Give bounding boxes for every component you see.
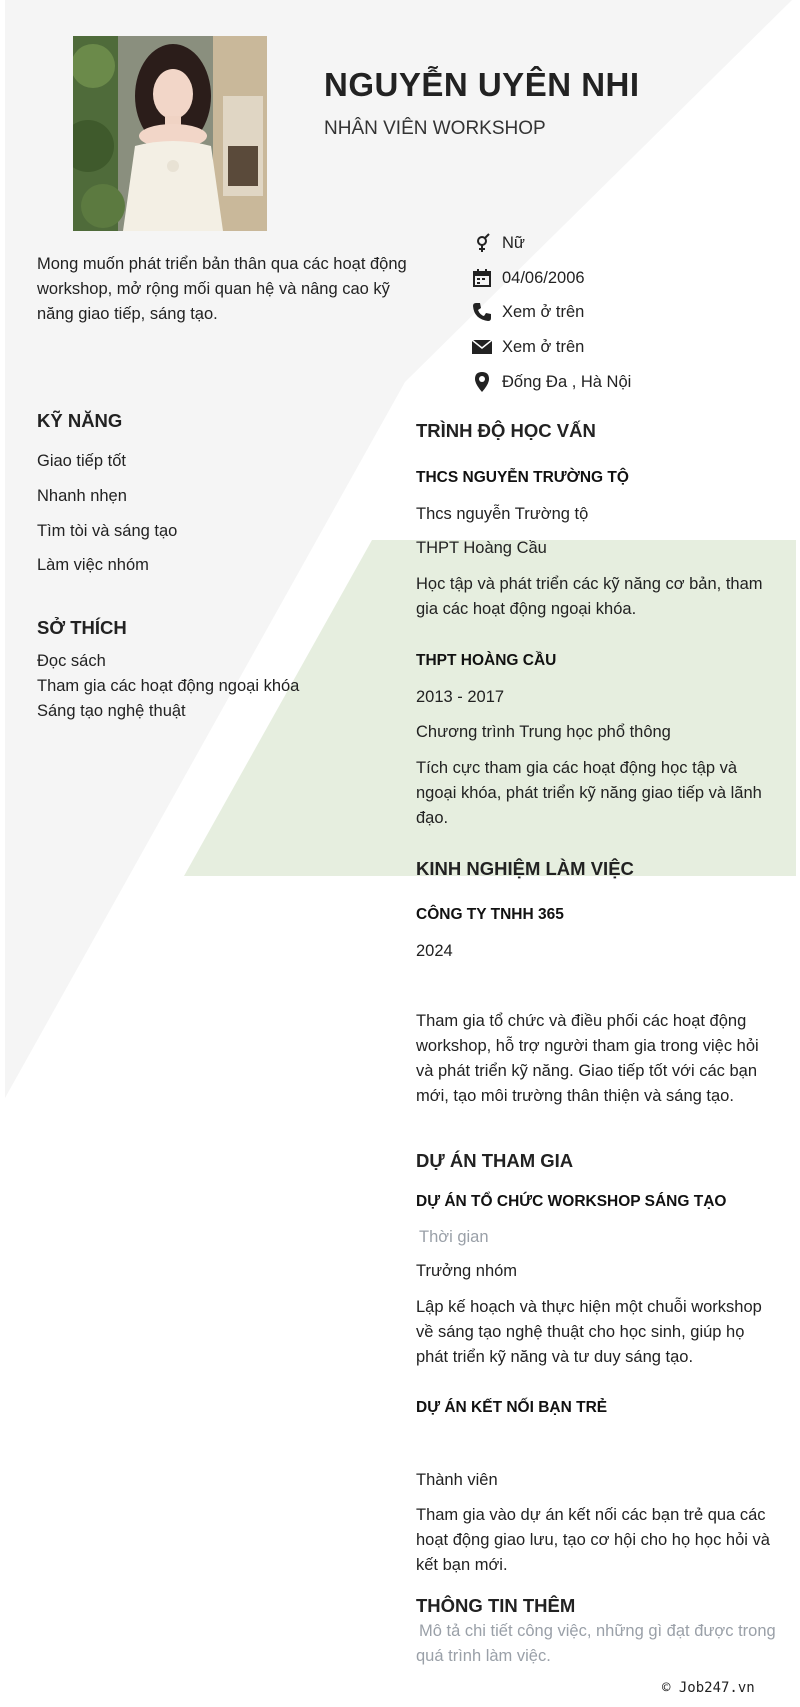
candidate-name: NGUYỄN UYÊN NHI [324, 66, 640, 103]
hobbies-heading: SỞ THÍCH [37, 617, 127, 638]
more-info-heading: THÔNG TIN THÊM [416, 1595, 576, 1616]
gender-icon [470, 231, 494, 255]
experience-heading: KINH NGHIỆM LÀM VIỆC [416, 858, 634, 879]
contact-phone [470, 297, 584, 327]
contact-gender [470, 228, 525, 258]
contact-email [470, 332, 584, 362]
skill-item: Giao tiếp tốt [37, 452, 126, 470]
phone-icon [470, 300, 494, 324]
education-description: Tích cực tham gia các hoạt động học tập và ngoại khóa, phát triển kỹ năng giao tiếp và lãnh đạo. [416, 759, 762, 827]
career-objective: Mong muốn phát triển bản thân qua các hoạt động workshop, mở rộng mối quan hệ và nâng cao kỹ năng giao tiếp, sáng tạo. [37, 255, 407, 323]
skill-item: Làm việc nhóm [37, 556, 149, 574]
project-description: Lập kế hoạch và thực hiện một chuỗi workshop về sáng tạo nghệ thuật cho học sinh, giúp họ phát triển kỹ năng và tư duy sáng tạo. [416, 1298, 762, 1366]
phone-value: Xem ở trên [502, 302, 585, 321]
calendar-icon [470, 266, 494, 290]
experience-company: CÔNG TY TNHH 365 [416, 906, 564, 923]
profile-photo [73, 36, 267, 231]
project-role: Thành viên [416, 1471, 498, 1489]
contact-dob [470, 263, 585, 293]
hobby-item: Sáng tạo nghệ thuật [37, 702, 186, 720]
experience-period: 2024 [416, 942, 453, 960]
education-school: THCS NGUYỄN TRƯỜNG TỘ [416, 469, 629, 486]
skill-item: Nhanh nhẹn [37, 487, 127, 505]
dob-value: 04/06/2006 [502, 268, 585, 287]
skill-item: Tìm tòi và sáng tạo [37, 522, 178, 540]
hobby-item: Đọc sách [37, 652, 106, 670]
watermark: © Job247.vn [662, 1680, 755, 1696]
education-school: THPT HOÀNG CẦU [416, 652, 557, 669]
skills-heading: KỸ NĂNG [37, 410, 123, 431]
contact-address [470, 367, 631, 397]
location-pin-icon [470, 370, 494, 394]
more-info-placeholder: Mô tả chi tiết công việc, những gì đạt được trong quá trình làm việc. [416, 1622, 776, 1665]
email-value: Xem ở trên [502, 337, 585, 356]
project-role: Trưởng nhóm [416, 1262, 518, 1280]
education-line: 2013 - 2017 [416, 688, 505, 706]
experience-description: Tham gia tổ chức và điều phối các hoạt động workshop, hỗ trợ người tham gia trong việc hỏi và phát triển kỹ năng. Giao tiếp tốt với các bạn mới, tạo môi trường thân thiện và sáng tạo. [416, 1012, 759, 1105]
education-heading: TRÌNH ĐỘ HỌC VẤN [416, 420, 596, 441]
education-line: THPT Hoàng Cầu [416, 539, 547, 557]
projects-heading: DỰ ÁN THAM GIA [416, 1150, 574, 1171]
project-time: Thời gian [419, 1228, 489, 1246]
hobby-item: Tham gia các hoạt động ngoại khóa [37, 677, 300, 695]
project-name: DỰ ÁN TỔ CHỨC WORKSHOP SÁNG TẠO [416, 1193, 727, 1210]
education-line: Chương trình Trung học phổ thông [416, 723, 671, 741]
envelope-icon [470, 335, 494, 359]
project-description: Tham gia vào dự án kết nối các bạn trẻ qua các hoạt động giao lưu, tạo cơ hội cho họ học hỏi và kết bạn mới. [416, 1506, 770, 1574]
address-value: Đống Đa , Hà Nội [502, 372, 632, 391]
gender-value: Nữ [502, 233, 525, 252]
education-line: Thcs nguyễn Trường tộ [416, 505, 589, 523]
project-name: DỰ ÁN KẾT NỐI BẠN TRẺ [416, 1399, 608, 1416]
education-description: Học tập và phát triển các kỹ năng cơ bản, tham gia các hoạt động ngoại khóa. [416, 575, 763, 618]
job-title: NHÂN VIÊN WORKSHOP [324, 118, 546, 139]
